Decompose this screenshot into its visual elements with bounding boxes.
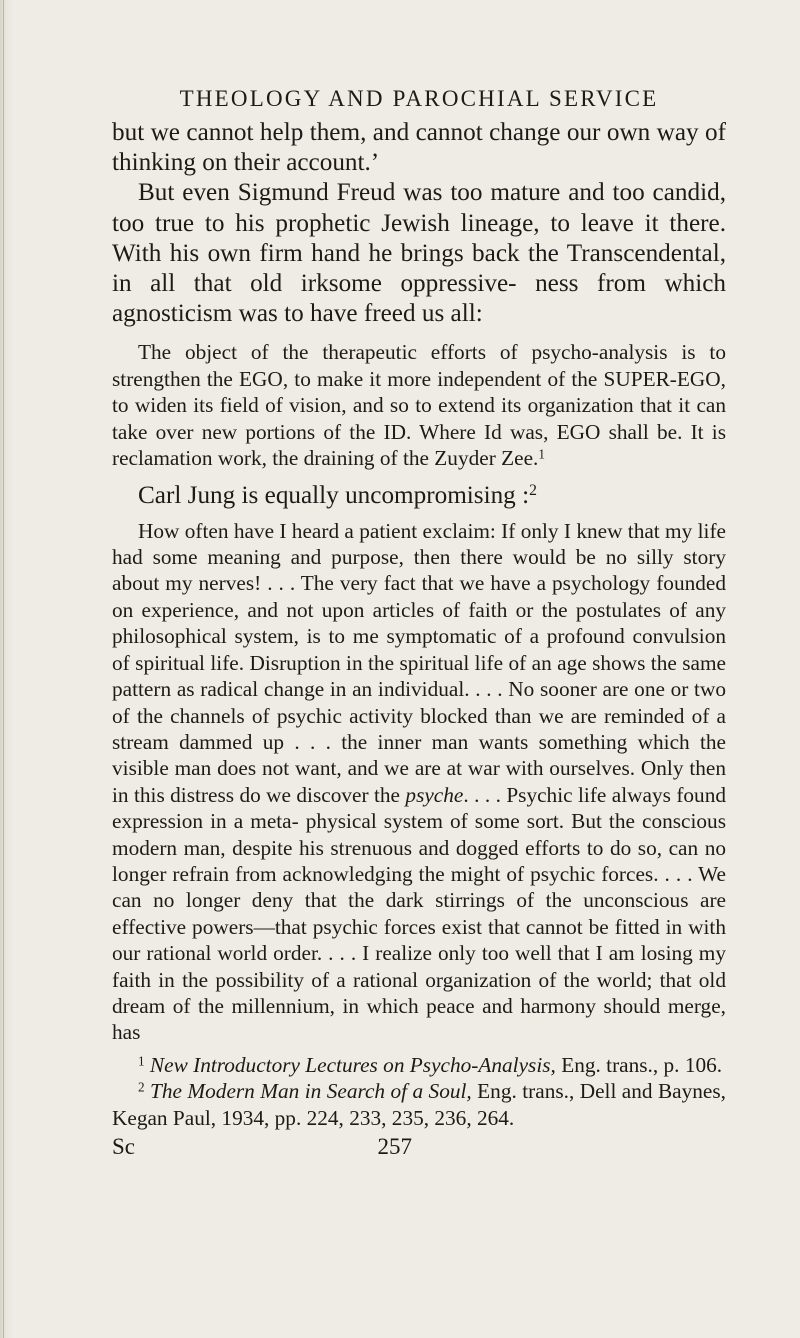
footnote-ref-1: 1 <box>538 446 545 462</box>
paragraph-jung-text: Carl Jung is equally uncompromising : <box>138 482 530 510</box>
footnote-2-text: Eng. trans., Dell and Baynes, Kegan Paul, 1934, pp. 224, 233, 235, 236, 264. <box>112 1079 726 1130</box>
block-quote-jung-text-1: How often have I heard a patient exclaim: If only I knew that my life had some meaning and purpose, then there would be no silly story about my nerves! . . . The very fact that we have a psychology founded on experience, and not upon articles of faith or the postulates of any philosophical system, is to me symptomatic of a profound convulsion of spiritual life. Disruption in the spiritual life of an age shows the same pattern as radical change in an individual. . . . No sooner are one or two of the channels of psychic activity blocked than we are reminded of a stream dammed up . . . the inner man wants something which the visible man does not want, and we are at war with ourselves. Only then in this distress do we discover the <box>112 518 726 807</box>
footnote-1 <box>112 1052 726 1079</box>
signature-mark: Sc <box>112 1133 135 1159</box>
footnote-1-text: Eng. trans., p. 106. <box>555 1052 723 1077</box>
footnote-2 <box>112 1078 726 1131</box>
block-quote-freud-text: The object of the therapeutic efforts of psycho-analysis is to strengthen the EGO, to make it more independent of the SUPER-EGO, to widen its field of vision, and so to extend its organization that it can take over new portions of the ID. Where Id was, EGO shall be. It is reclamation work, the draining of the Zuyder Zee. <box>112 340 726 471</box>
footnotes <box>112 1052 726 1132</box>
footnote-2-title: The Modern Man in Search of a Soul, <box>150 1079 472 1104</box>
book-page <box>112 86 726 1160</box>
page-footer <box>112 1134 412 1160</box>
block-quote-jung-italic: psyche <box>405 782 464 807</box>
paragraph-continued: but we cannot help them, and cannot change our own way of thinking on their account.’ <box>112 119 726 177</box>
footnote-2-mark: 2 <box>138 1079 145 1095</box>
paragraph-freud: But even Sigmund Freud was too mature and too candid, too true to his prophetic Jewish lineage, to leave it there. With his own firm hand he brings back the Transcendental, in all that old irksome oppressive- ness from which agnosticism was to have freed us all: <box>112 179 726 328</box>
running-head: THEOLOGY AND PAROCHIAL SERVICE <box>179 86 659 111</box>
block-quote-jung-text-2: . . . . Psychic life always found expression in a meta- physical system of some sort. But the conscious modern man, despite his strenuous and dogged efforts to do so, can no longer refrain from acknowledging the might of psychic forces. . . . We can no longer deny that the dark stirrings of the unconscious are effective powers—that psychic forces exist that cannot be fitted in with our rational world order. . . . I realize only too well that I am losing my faith in the possibility of a rational organization of the world; that old dream of the millennium, in which peace and harmony should merge, has <box>112 782 727 1045</box>
block-quote-jung <box>112 518 726 1046</box>
page-gutter-shadow <box>0 0 14 1338</box>
block-quote-freud <box>112 339 726 471</box>
footnote-ref-2: 2 <box>529 482 537 500</box>
footnote-1-title: New Introductory Lectures on Psycho-Analysis, <box>149 1052 556 1077</box>
paragraph-jung <box>112 481 726 511</box>
footnote-1-mark: 1 <box>138 1053 145 1069</box>
page-number: 257 <box>377 1133 412 1159</box>
binding-edge-line <box>3 0 4 1338</box>
